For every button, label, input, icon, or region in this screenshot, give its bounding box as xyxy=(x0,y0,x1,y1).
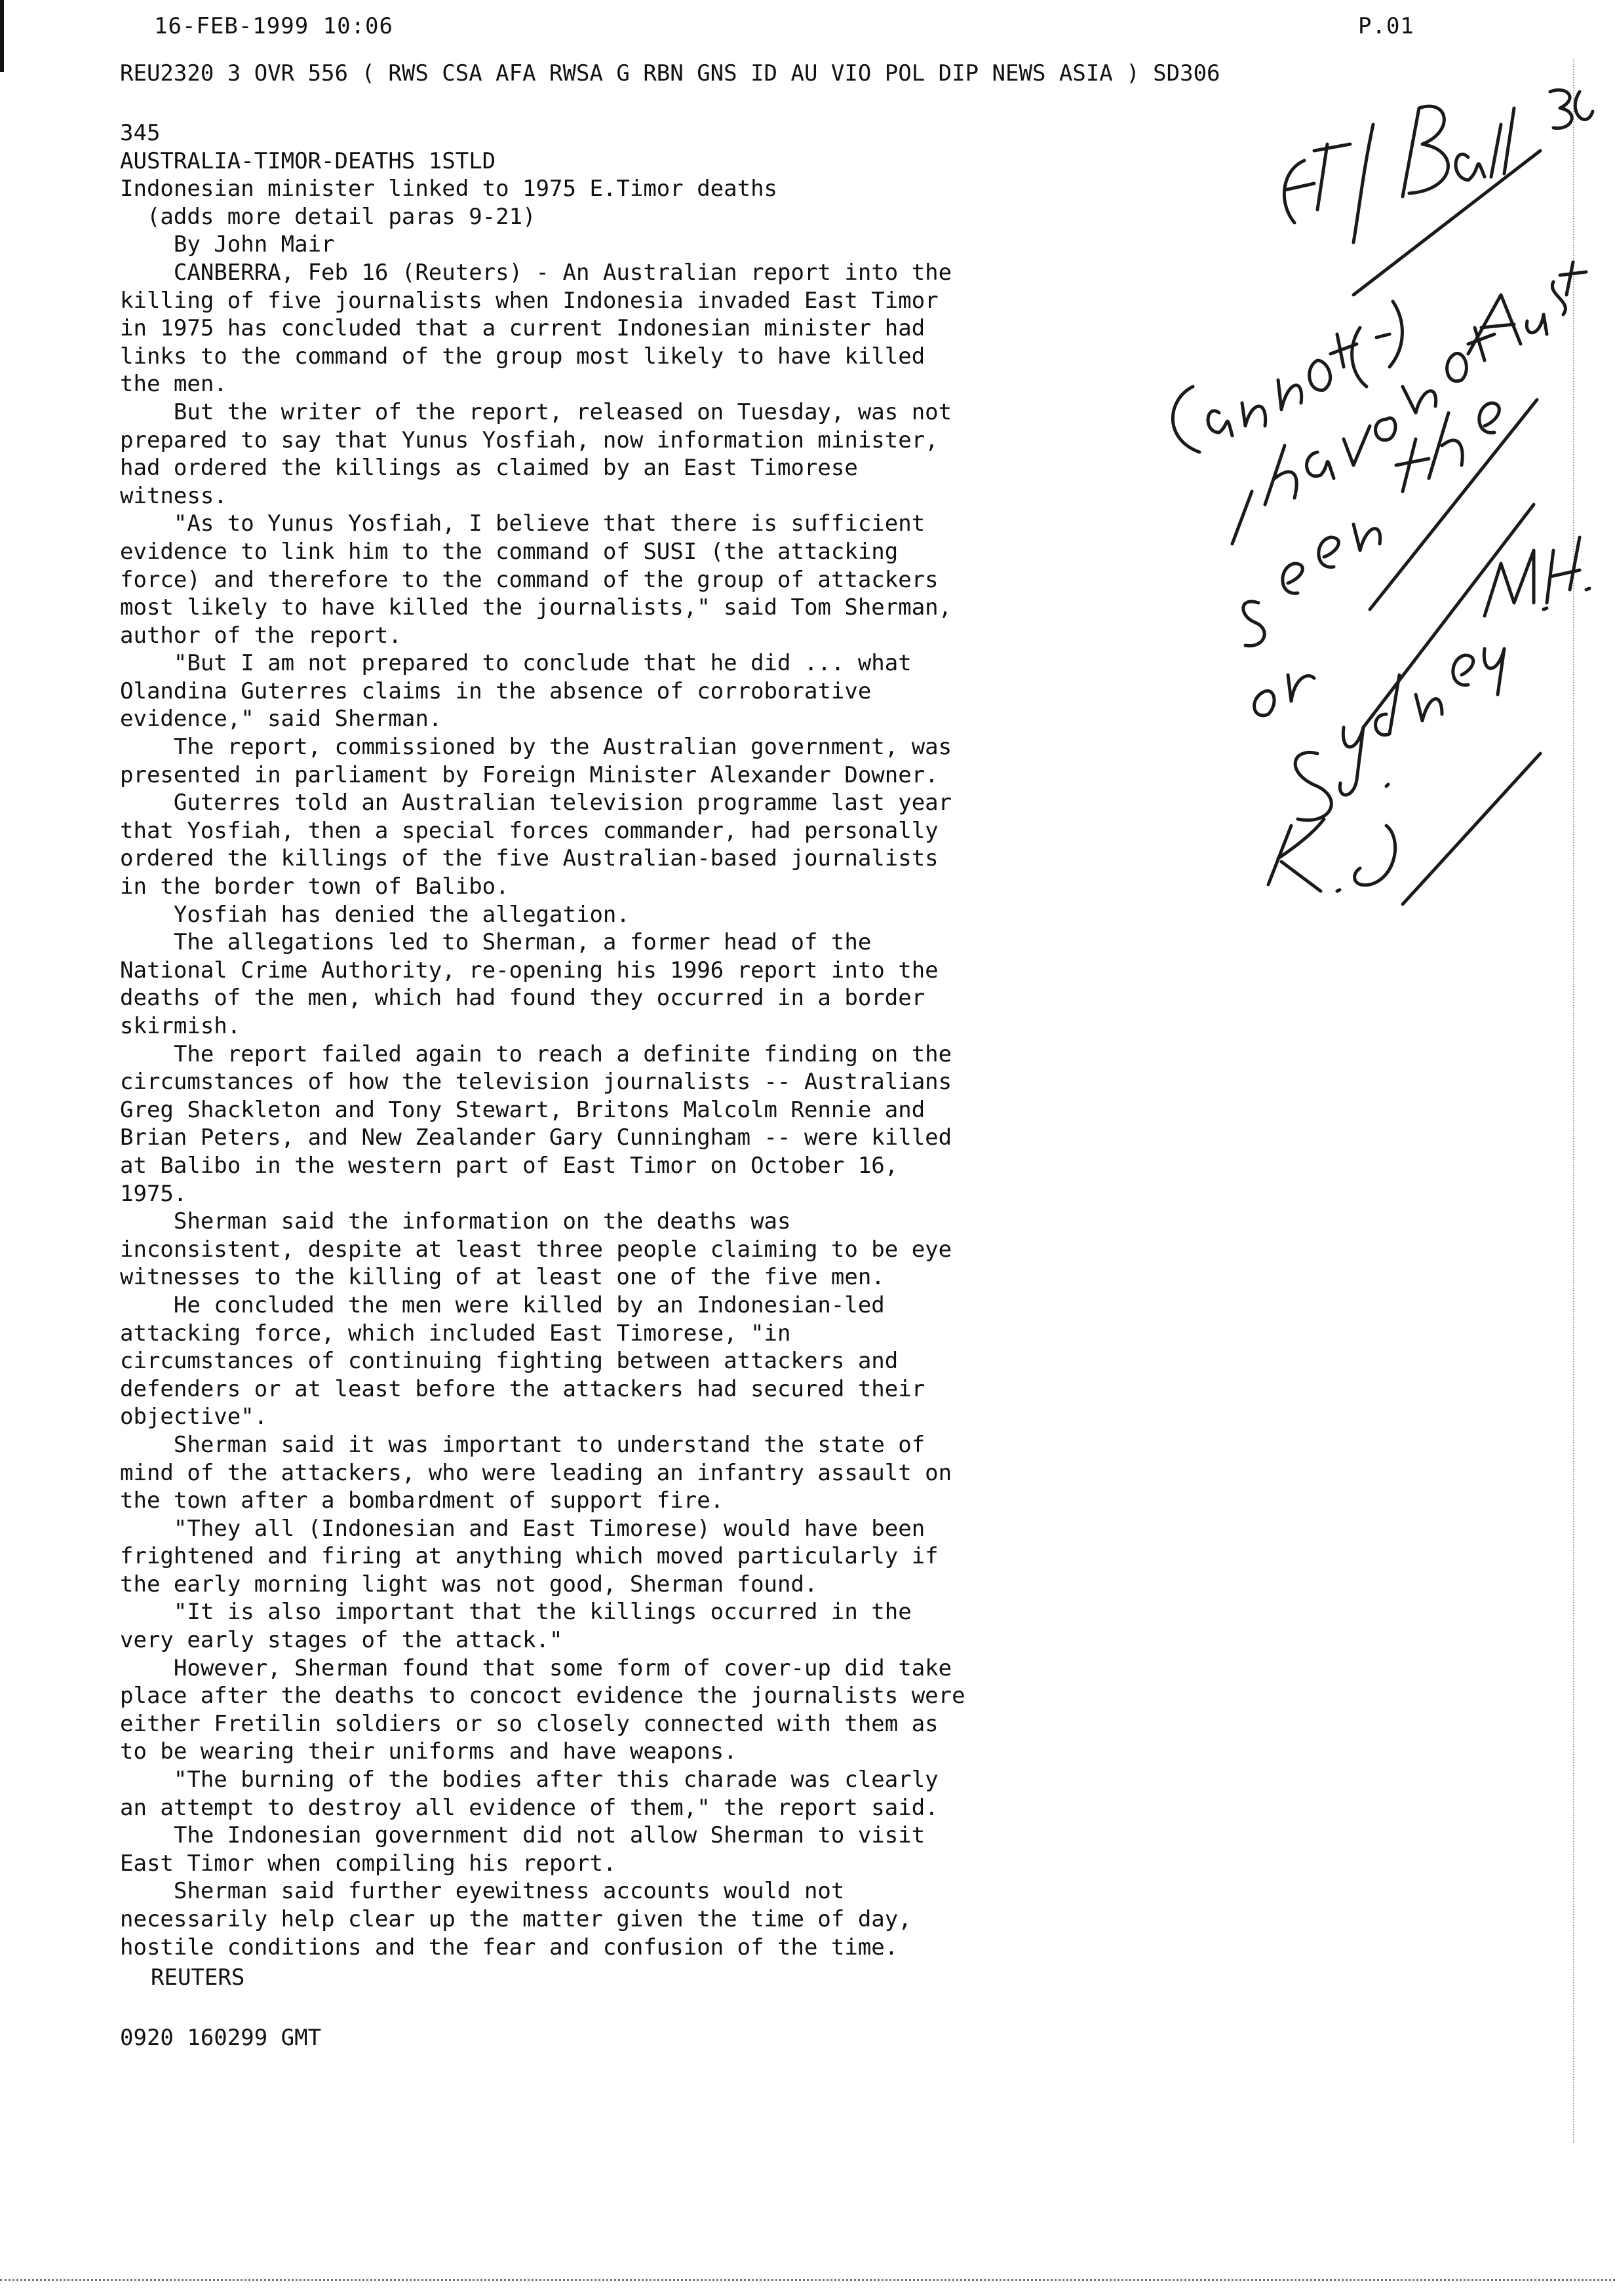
article-line: East Timor when compiling his report. xyxy=(120,1850,617,1877)
article-line: circumstances of continuing fighting between attackers and xyxy=(120,1348,899,1375)
article-line: (adds more detail paras 9-21) xyxy=(120,203,536,230)
article-line: necessarily help clear up the matter given the time of day, xyxy=(120,1906,912,1932)
article-line: killing of five journalists when Indonesia invaded East Timor xyxy=(120,287,939,314)
article-line: CANBERRA, Feb 16 (Reuters) - An Australian report into the xyxy=(120,259,952,286)
article-line: The report failed again to reach a definite finding on the xyxy=(120,1041,952,1067)
article-line: 1975. xyxy=(120,1180,187,1207)
article-line: mind of the attackers, who were leading an infantry assault on xyxy=(120,1459,952,1486)
article-line: However, Sherman found that some form of cover-up did take xyxy=(120,1655,952,1681)
article-line: The allegations led to Sherman, a former head of the xyxy=(120,929,872,956)
article-line: presented in parliament by Foreign Minister Alexander Downer. xyxy=(120,761,939,788)
article-line: He concluded the men were killed by an Indonesian-led xyxy=(120,1292,885,1318)
article-line: Olandina Guterres claims in the absence of corroborative xyxy=(120,678,872,704)
article-line: The Indonesian government did not allow Sherman to visit xyxy=(120,1822,925,1849)
article-line: Brian Peters, and New Zealander Gary Cunningham -- were killed xyxy=(120,1124,952,1151)
article-line: force) and therefore to the command of the group of attackers xyxy=(120,566,939,593)
article-line: "The burning of the bodies after this charade was clearly xyxy=(120,1767,939,1793)
scan-noise-bottom xyxy=(0,2279,1615,2284)
article-line: attacking force, which included East Timorese, "in xyxy=(120,1320,791,1347)
article-line: The report, commissioned by the Australian government, was xyxy=(120,734,952,761)
article-line: evidence," said Sherman. xyxy=(120,706,442,733)
article-line: frightened and firing at anything which moved particularly if xyxy=(120,1543,939,1570)
article-line: evidence to link him to the command of SUSI (the attacking xyxy=(120,538,899,565)
article-line: Greg Shackleton and Tony Stewart, Britons Malcolm Rennie and xyxy=(120,1096,925,1123)
article-line: Yosfiah has denied the allegation. xyxy=(120,901,630,928)
article-line: skirmish. xyxy=(120,1013,241,1039)
article-line: "As to Yunus Yosfiah, I believe that there is sufficient xyxy=(120,510,925,537)
transmission-stamp: 0920 160299 GMT xyxy=(120,2025,322,2051)
wire-routing-line: REU2320 3 OVR 556 ( RWS CSA AFA RWSA G RBN GNS ID AU VIO POL DIP NEWS ASIA ) SD306 xyxy=(120,60,1220,86)
article-line: either Fretilin soldiers or so closely connected with them as xyxy=(120,1710,939,1737)
article-line: witness. xyxy=(120,482,227,509)
article-line: But the writer of the report, released on Tuesday, was not xyxy=(120,398,952,425)
article-line: Sherman said it was important to understand the state of xyxy=(120,1431,925,1458)
article-line: hostile conditions and the fear and confusion of the time. xyxy=(120,1934,899,1961)
article-line: ordered the killings of the five Australian-based journalists xyxy=(120,845,939,872)
article-line: Sherman said the information on the deaths was xyxy=(120,1208,791,1235)
article-line: Sherman said further eyewitness accounts would not xyxy=(120,1878,845,1905)
article-line: 345 xyxy=(120,120,161,146)
article-line: in the border town of Balibo. xyxy=(120,873,509,900)
article-line: at Balibo in the western part of East Timor on October 16, xyxy=(120,1152,899,1179)
article-line: had ordered the killings as claimed by an East Timorese xyxy=(120,455,858,482)
article-body xyxy=(120,119,1156,1961)
article-line: very early stages of the attack." xyxy=(120,1627,563,1654)
article-line: "They all (Indonesian and East Timorese) would have been xyxy=(120,1515,925,1542)
article-line: defenders or at least before the attackers had secured their xyxy=(120,1375,925,1402)
article-line: links to the command of the group most likely to have killed xyxy=(120,343,925,370)
article-line: that Yosfiah, then a special forces commander, had personally xyxy=(120,817,939,844)
fax-page-number: P.01 xyxy=(1358,13,1414,39)
article-line: most likely to have killed the journalists," said Tom Sherman, xyxy=(120,594,952,621)
article-line: the town after a bombardment of support fire. xyxy=(120,1487,724,1514)
article-line: author of the report. xyxy=(120,622,402,649)
article-line: "It is also important that the killings occurred in the xyxy=(120,1599,912,1626)
article-line: to be wearing their uniforms and have weapons. xyxy=(120,1738,737,1765)
article-line: objective". xyxy=(120,1404,268,1430)
article-line: deaths of the men, which had found they occurred in a border xyxy=(120,985,925,1012)
article-line: By John Mair xyxy=(120,231,335,258)
article-line: circumstances of how the television journalists -- Australians xyxy=(120,1069,952,1096)
article-line: an attempt to destroy all evidence of them," the report said. xyxy=(120,1794,939,1821)
fax-header xyxy=(0,13,1615,46)
article-line: prepared to say that Yunus Yosfiah, now information minister, xyxy=(120,427,939,453)
article-line: inconsistent, despite at least three people claiming to be eye xyxy=(120,1236,952,1263)
article-line: AUSTRALIA-TIMOR-DEATHS 1STLD xyxy=(120,147,496,174)
signoff: REUTERS xyxy=(151,1964,245,1991)
article-line: Indonesian minister linked to 1975 E.Timor deaths xyxy=(120,176,778,202)
handwritten-annotation xyxy=(1127,46,1599,950)
article-line: National Crime Authority, re-opening his 1996 report into the xyxy=(120,957,939,984)
article-line: "But I am not prepared to conclude that he did ... what xyxy=(120,650,912,677)
article-line: Guterres told an Australian television programme last year xyxy=(120,790,952,816)
article-line: the early morning light was not good, Sherman found. xyxy=(120,1571,818,1598)
article-line: in 1975 has concluded that a current Indonesian minister had xyxy=(120,315,925,342)
article-line: witnesses to the killing of at least one of the five men. xyxy=(120,1264,885,1291)
fax-date: 16-FEB-1999 10:06 xyxy=(154,13,393,39)
article-line: place after the deaths to concoct evidence the journalists were xyxy=(120,1683,965,1710)
handwritten-note-drawing xyxy=(1127,46,1599,950)
article-line: the men. xyxy=(120,371,227,398)
